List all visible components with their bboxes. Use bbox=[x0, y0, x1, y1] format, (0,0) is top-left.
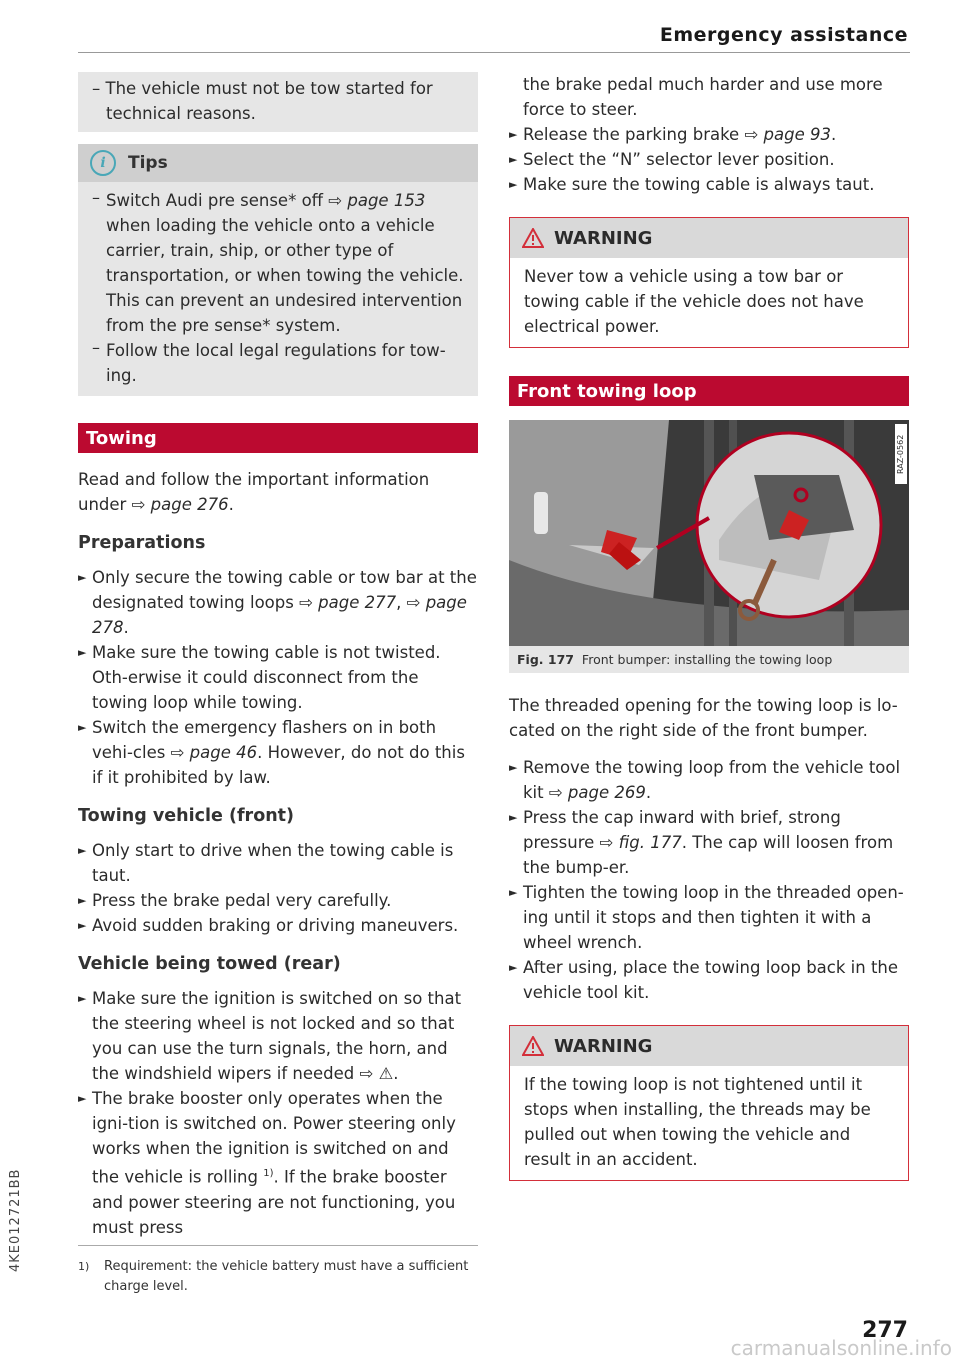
list-item: ► Make sure the towing cable is not twisted. Oth-erwise it could disconnect from the towing loop while towing. bbox=[78, 643, 441, 712]
right-column bbox=[509, 72, 909, 1181]
warning-triangle-icon bbox=[522, 228, 544, 248]
list-item: ► Make sure the towing cable is always taut. bbox=[509, 175, 875, 194]
list-item: ► Make sure the ignition is switched on so that the steering wheel is not locked and so that you can use the turn signals, the horn, and the windshield wipers if needed ⇨ ⚠. bbox=[78, 989, 462, 1083]
list-item: ► Press the brake pedal very carefully. bbox=[78, 891, 392, 910]
top-note-line-1: – The vehicle must not be tow started for bbox=[92, 79, 433, 98]
header-divider bbox=[78, 52, 910, 53]
page-header-title: Emergency assistance bbox=[659, 24, 908, 46]
tips-header bbox=[78, 144, 478, 182]
page-link[interactable]: ⇨ page 276 bbox=[131, 495, 229, 514]
list-item: ► Switch the emergency flashers on in both vehi-cles ⇨ page 46. However, do not do this if it prohibited by law. bbox=[78, 718, 465, 787]
warning-label: WARNING bbox=[554, 1035, 653, 1057]
towing-section-title: Towing bbox=[78, 423, 478, 453]
list-item: ► Press the cap inward with brief, strong pressure ⇨ fig. 177. The cap will loosen from the bump-er. bbox=[509, 808, 894, 877]
page-number: 277 bbox=[862, 1318, 908, 1343]
vehicle-towed-rear-heading: Vehicle being towed (rear) bbox=[78, 954, 341, 974]
towing-loop-paragraph: The threaded opening for the towing loop is lo-cated on the right side of the front bumper. bbox=[509, 696, 898, 740]
figure-caption: Fig. 177 Front bumper: installing the towing loop bbox=[509, 646, 909, 673]
warning-text: Never tow a vehicle using a tow bar or towing cable if the vehicle does not have electrical power. bbox=[524, 267, 864, 336]
warning-label: WARNING bbox=[554, 227, 653, 249]
page-link[interactable]: ⇨ page 278 bbox=[92, 593, 467, 637]
towing-loop-figure bbox=[509, 420, 909, 646]
page-link[interactable]: ⇨ page 93 bbox=[744, 125, 831, 144]
list-item: ► Only secure the towing cable or tow bar at the designated towing loops ⇨ page 277, ⇨ page 278. bbox=[78, 568, 477, 637]
footnote-divider bbox=[78, 1245, 478, 1246]
list-item: ► The brake booster only operates when the igni-tion is switched on. Power steering only works when the ignition is switched on and the vehicle is rolling $^{1)}$. If the brake booster and power steering are not functioning, you must press bbox=[78, 1089, 456, 1237]
footnote-text: Requirement: the vehicle battery must have a sufficient charge level. bbox=[104, 1259, 469, 1294]
document-code: 4KE012721BB bbox=[8, 1168, 23, 1272]
warning-box bbox=[509, 1025, 909, 1181]
bumper-illustration bbox=[509, 420, 909, 646]
footnote-mark: 1) bbox=[78, 1260, 90, 1273]
footnote-ref: 1) bbox=[263, 1168, 274, 1179]
preparations-heading: Preparations bbox=[78, 533, 206, 553]
warning-text: If the towing loop is not tightened until it stops when installing, the threads may be pulled out when towing the vehicle and result in an accident. bbox=[524, 1075, 871, 1169]
warning-box bbox=[509, 217, 909, 348]
towing-vehicle-front-heading: Towing vehicle (front) bbox=[78, 806, 295, 826]
page-link[interactable]: ⇨ page 46 bbox=[170, 743, 258, 762]
page-link[interactable]: ⇨ page 269 bbox=[548, 783, 646, 802]
list-item: ► Tighten the towing loop in the threaded open-ing until it stops and then tighten it with a wheel wrench. bbox=[509, 883, 904, 952]
figure-code: RAZ-0562 bbox=[895, 424, 907, 484]
tips-item: – Switch Audi pre sense* off ⇨ page 153 when loading the vehicle onto a vehicle carrier, train, ship, or other type of transportation, or when towing the vehicle. This can prevent an undesired intervention from the pre sense* system. bbox=[92, 188, 464, 335]
continued-text: the brake pedal much harder and use more force to steer. bbox=[523, 75, 883, 119]
info-icon: i bbox=[90, 150, 116, 176]
top-note-box bbox=[78, 72, 478, 132]
tips-item: – Follow the local legal regulations for tow-ing. bbox=[92, 338, 446, 385]
page-link[interactable]: ⇨ page 153 bbox=[328, 191, 426, 210]
list-item: ► Avoid sudden braking or driving maneuvers. bbox=[78, 916, 459, 935]
left-column bbox=[78, 72, 478, 1240]
footnote bbox=[78, 1257, 478, 1297]
figure-link[interactable]: ⇨ fig. 177 bbox=[599, 833, 682, 852]
warning-header bbox=[510, 218, 908, 258]
list-item: ► After using, place the towing loop back in the vehicle tool kit. bbox=[509, 958, 899, 1002]
watermark: carmanualsonline.info bbox=[730, 1336, 952, 1360]
list-item: ► Remove the towing loop from the vehicle tool kit ⇨ page 269. bbox=[509, 758, 901, 802]
tips-body bbox=[78, 182, 478, 396]
page-link[interactable]: ⇨ page 277 bbox=[299, 593, 397, 612]
warning-link[interactable]: ⇨ ⚠ bbox=[359, 1064, 394, 1083]
towing-intro: Read and follow the important information under ⇨ page 276. bbox=[78, 470, 430, 514]
top-note-line-2: technical reasons. bbox=[106, 104, 256, 123]
warning-triangle-icon bbox=[522, 1036, 544, 1056]
warning-header bbox=[510, 1026, 908, 1066]
list-item: ► Only start to drive when the towing cable is taut. bbox=[78, 841, 454, 885]
tips-label: Tips bbox=[128, 153, 168, 173]
front-towing-loop-title: Front towing loop bbox=[509, 376, 909, 406]
list-item: ► Select the “N” selector lever position. bbox=[509, 150, 835, 169]
list-item: ► Release the parking brake ⇨ page 93. bbox=[509, 125, 837, 144]
